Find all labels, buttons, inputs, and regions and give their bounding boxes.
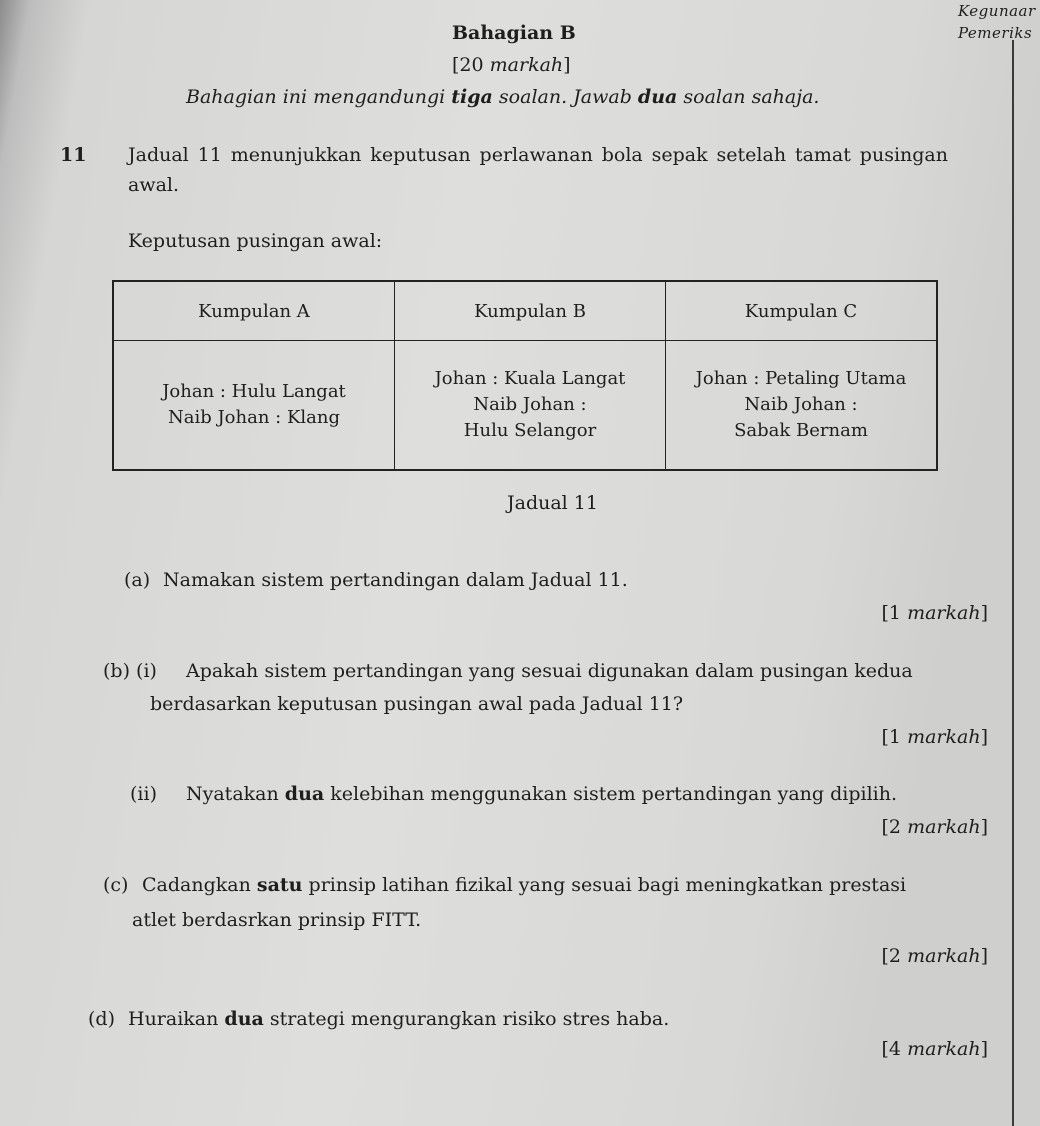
cell-c-naib-johan-label: Naib Johan : [744,393,858,415]
page-margin-line [1012,40,1014,1126]
instruction-part-1: Bahagian ini mengandungi [186,86,446,108]
question-text: Jadual 11 menunjukkan keputusan perlawanan bola sepak setelah tamat pusingan awal. [128,144,948,197]
cell-kumpulan-b [395,341,666,471]
corner-label-pemeriksa: Pemeriks [958,24,1033,42]
part-b-i-line1: Apakah sistem pertandingan yang sesuai digunakan dalam pusingan kedua [186,660,913,682]
header-kumpulan-a: Kumpulan A [113,281,395,341]
table-caption: Jadual 11 [507,492,598,514]
part-b-ii-text-post: kelebihan menggunakan sistem pertandingan yang dipilih. [330,783,898,805]
part-d-text [128,1008,669,1030]
part-b-i-line2: berdasarkan keputusan pusingan awal pada Jadual 11? [150,693,684,715]
part-c-text-post: prinsip latihan fizikal yang sesuai bagi meningkatkan prestasi [308,874,907,896]
part-c-line2: atlet berdasrkan prinsip FITT. [132,909,422,931]
part-c-label: (c) [103,874,129,896]
part-d-text-pre: Huraikan [128,1008,219,1030]
cell-b-naib-johan-label: Naib Johan : [473,393,587,415]
question-number: 11 [60,144,87,166]
cell-b-johan: Johan : Kuala Langat [434,367,626,389]
table-header-row [113,281,937,341]
part-d-text-bold: dua [224,1008,264,1030]
corner-label-kegunaan: Kegunaar [958,2,1036,20]
section-title: Bahagian B [452,22,576,44]
cell-a-johan: Johan : Hulu Langat [162,380,346,402]
instruction-part-2: soalan. Jawab [498,86,632,108]
instruction-bold-dua: dua [637,86,678,108]
instruction-bold-tiga: tiga [451,86,493,108]
part-b-ii-label: (ii) [130,783,157,805]
section-instruction [186,86,819,108]
cell-kumpulan-a [113,341,395,471]
part-a-label: (a) [124,569,151,591]
part-b-ii-marks: [2 markah] [881,816,988,838]
part-d-text-post: strategi mengurangkan risiko stres haba. [269,1008,670,1030]
part-b-ii-text [186,783,897,805]
section-marks-text: [20 markah] [452,54,571,76]
part-b-i-label: (b) (i) [103,660,157,682]
cell-kumpulan-c [666,341,938,471]
cell-b-naib-johan-value: Hulu Selangor [463,420,597,442]
part-c-line1 [142,874,906,896]
header-kumpulan-b: Kumpulan B [395,281,666,341]
table-intro: Keputusan pusingan awal: [128,230,383,252]
results-table [112,280,938,471]
part-b-ii-text-bold: dua [284,783,325,805]
part-a-marks: [1 markah] [881,602,988,624]
table-row [113,341,937,471]
instruction-part-3: soalan sahaja. [683,86,820,108]
part-b-i-marks: [1 markah] [881,726,988,748]
section-marks [452,54,571,76]
cell-c-naib-johan-value: Sabak Bernam [734,420,868,442]
part-c-text-bold: satu [256,874,303,896]
part-b-ii-text-pre: Nyatakan [186,783,279,805]
cell-a-naib-johan: Naib Johan : Klang [167,407,340,428]
part-d-marks: [4 markah] [881,1038,988,1060]
part-c-marks: [2 markah] [881,945,988,967]
part-a-text: Namakan sistem pertandingan dalam Jadual 11. [163,569,628,591]
part-c-text-pre: Cadangkan [142,874,251,896]
part-d-label: (d) [88,1008,115,1030]
header-kumpulan-c: Kumpulan C [666,281,938,341]
cell-c-johan: Johan : Petaling Utama [695,367,907,389]
